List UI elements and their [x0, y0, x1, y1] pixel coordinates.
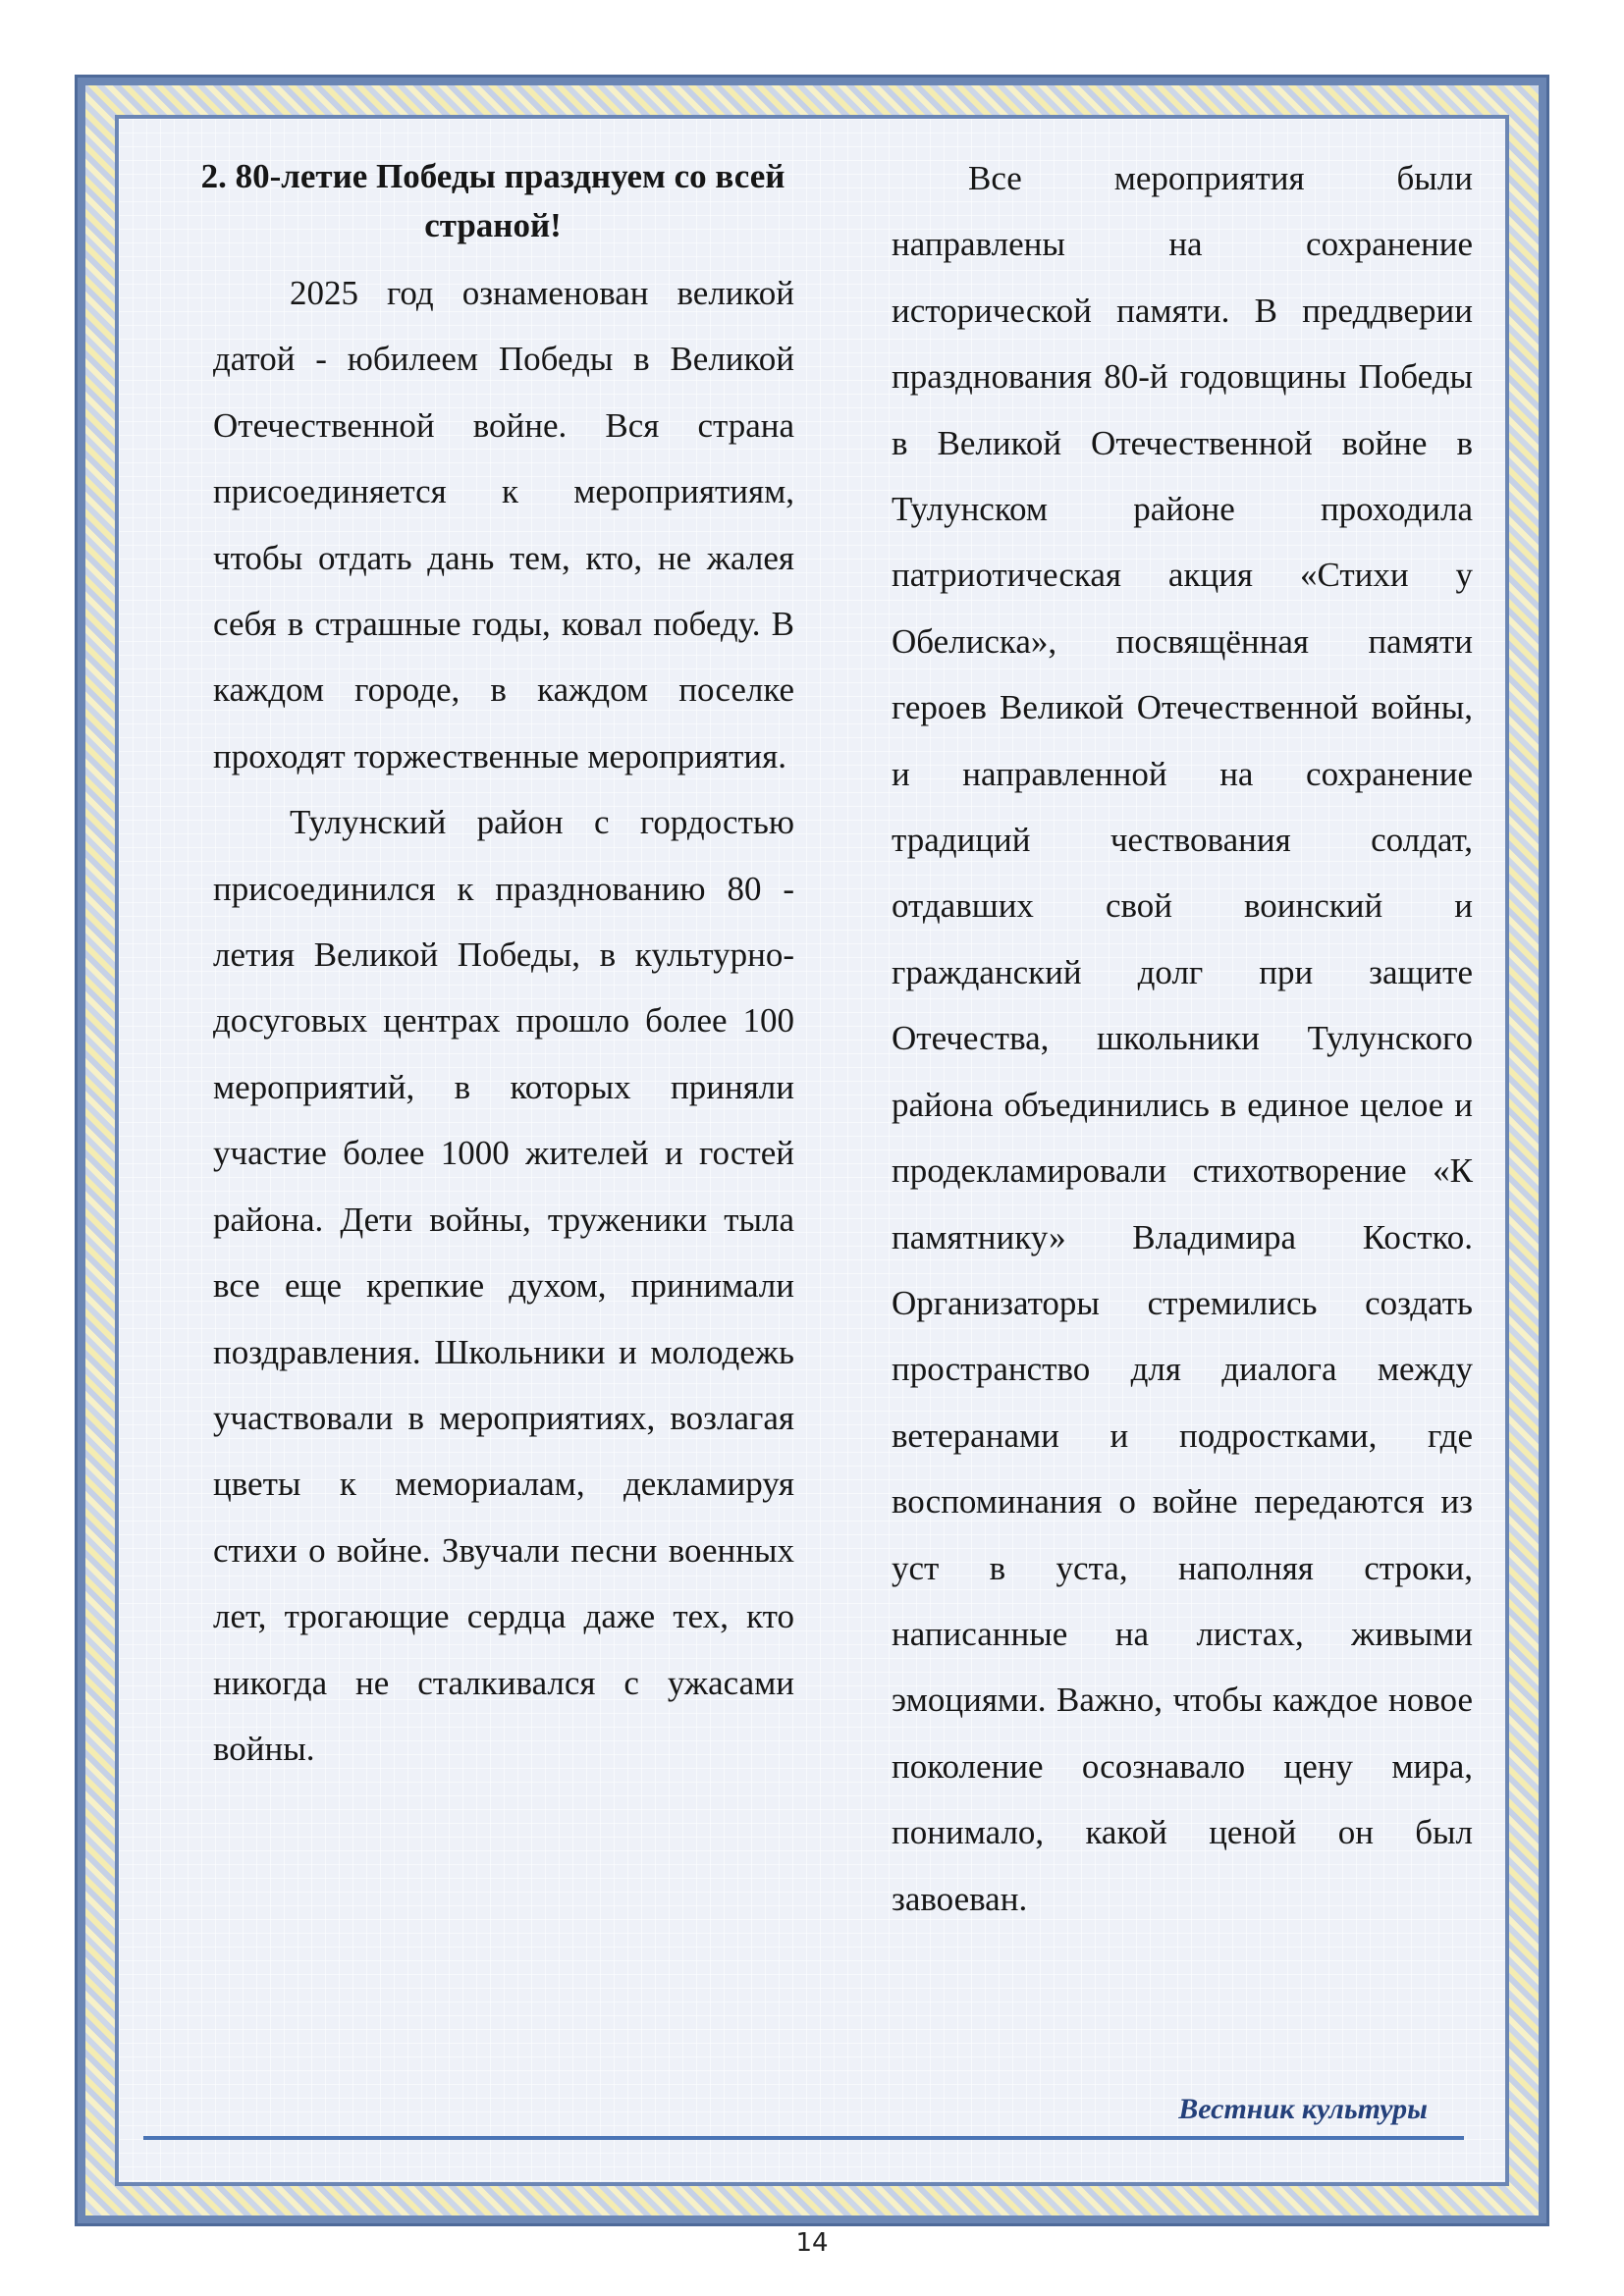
article-heading: 2. 80-летие Победы празднуем со всей страной! — [200, 157, 785, 244]
right-paragraph-1: Все мероприятия были направлены на сохранение исторической памяти. В преддверии празднования 80-й годовщины Победы в Великой Отечественной войне в Тулунском районе проходила патриотическая акция «Стихи у Обелиска», посвящённая памяти героев Великой Отечественной войны, и направленной на сохранение традиций чествования солдат, отдавших свой воинский и гражданский долг при защите Отечества, школьники Тулунского района объединились в единое целое и продекламировали стихотворение «К памятнику» Владимира Костко. Организаторы стремились создать пространство для диалога между ветеранами и подростками, где воспоминания о войне передаются из уст в уста, наполняя строки, написанные на листах, живыми эмоциями. Важно, чтобы каждое новое поколение осознавало цену мира, понимало, какой ценой он был завоеван. — [892, 159, 1473, 1918]
left-paragraph-1: 2025 год ознаменован великой датой - юбилеем Победы в Великой Отечественной войне. Вся страна присоединяется к мероприятиям, чтобы отдать дань тем, кто, не жалея себя в страшные годы, ковал победу. В каждом городе, в каждом поселке проходят торжественные мероприятия. — [213, 274, 794, 775]
left-paragraph-2: Тулунский район с гордостью присоединился к празднованию 80 - летия Великой Победы, в культурно-досуговых центрах прошло более 100 мероприятий, в которых приняли участие более 1000 жителей и гостей района. Дети войны, труженики тыла все еще крепкие духом, принимали поздравления. Школьники и молодежь участвовали в мероприятиях, возлагая цветы к мемориалам, декламируя стихи о войне. Звучали песни военных лет, трогающие сердца даже тех, кто никогда не сталкивался с ужасами войны. — [213, 803, 794, 1768]
publication-title: Вестник культуры — [1178, 2093, 1428, 2125]
left-column — [200, 152, 794, 1782]
footer-divider — [143, 2136, 1464, 2140]
page-number: 14 — [795, 2228, 829, 2258]
right-column — [892, 145, 1473, 1932]
